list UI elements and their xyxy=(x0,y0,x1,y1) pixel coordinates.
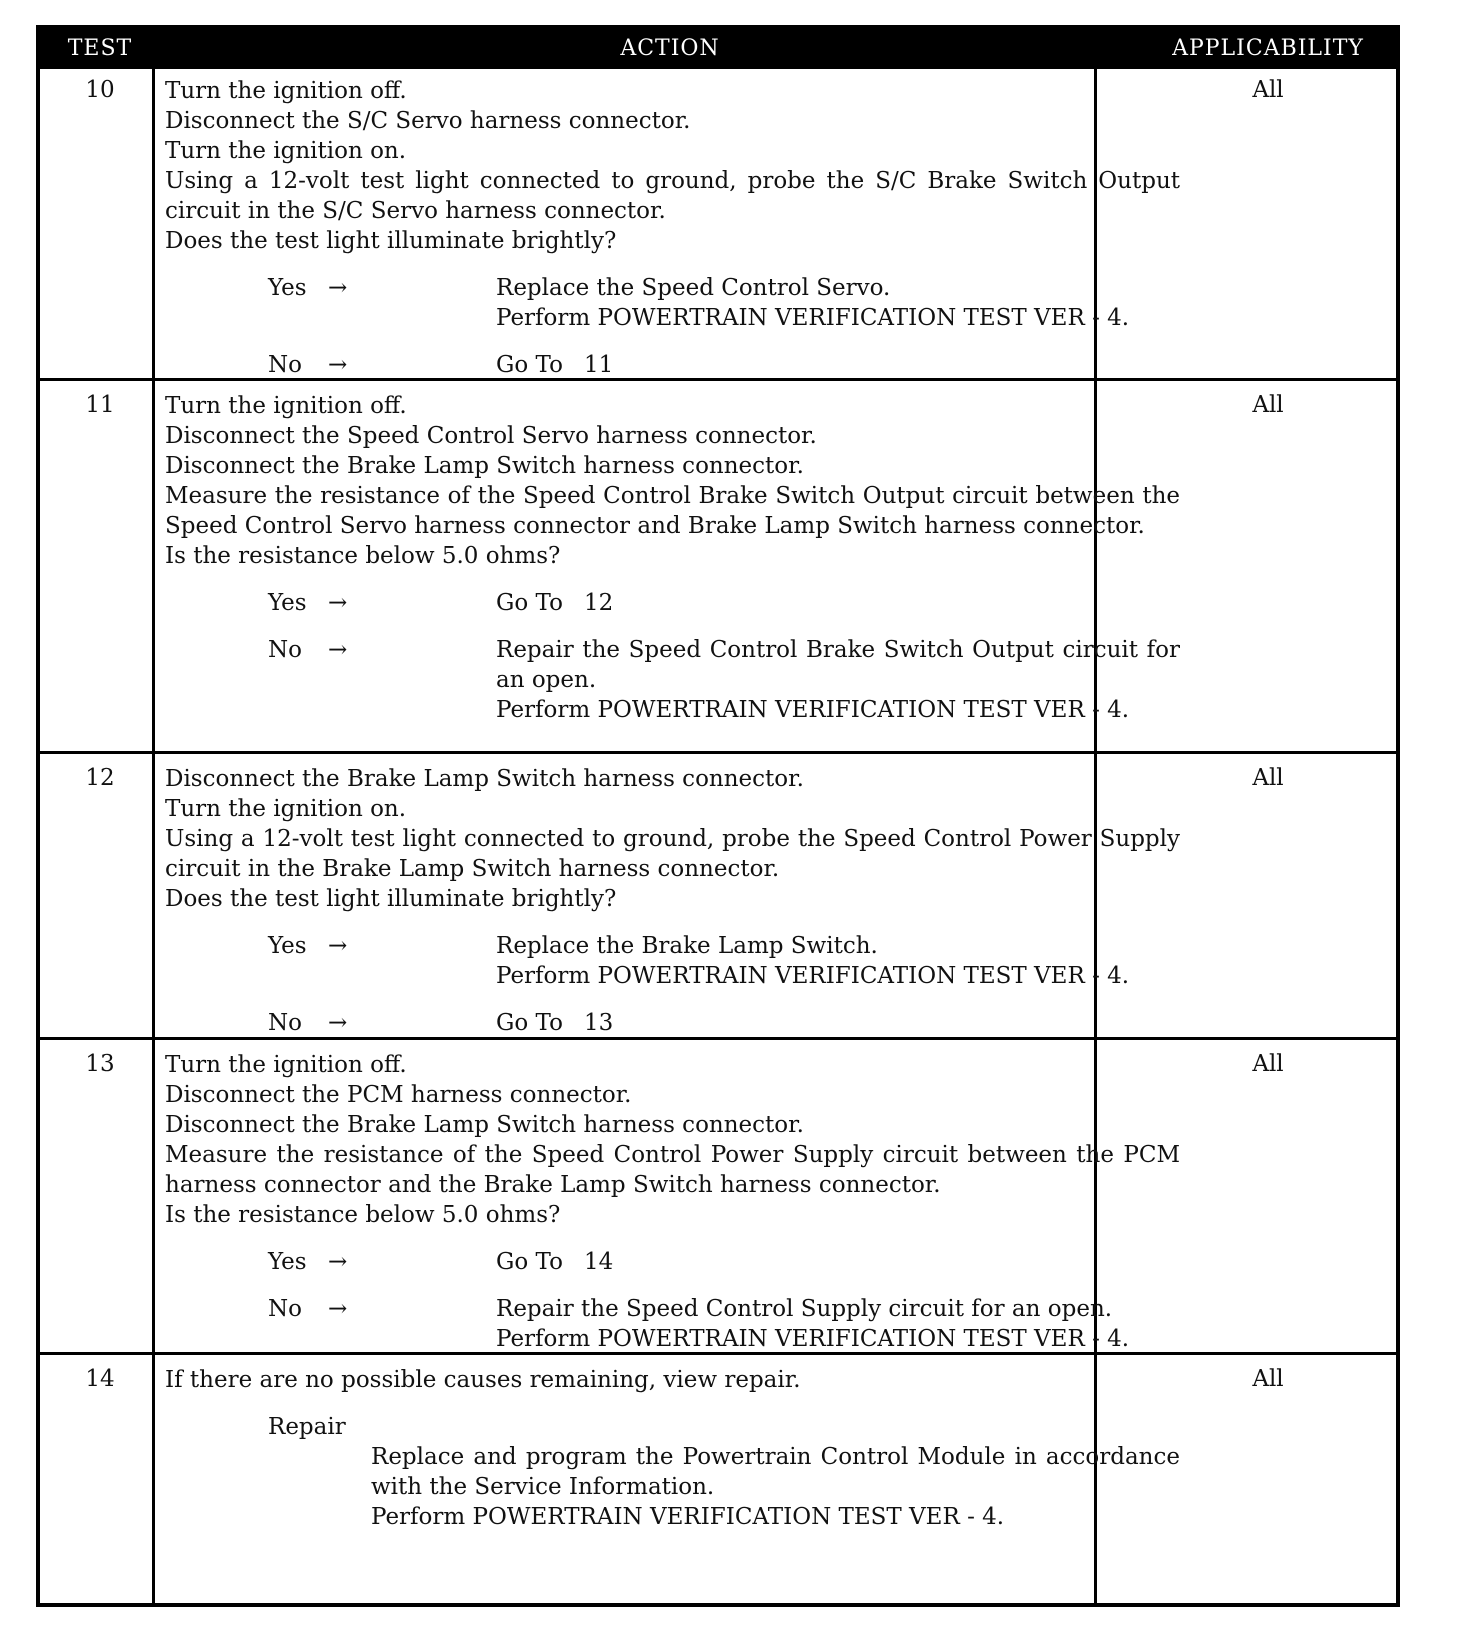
action-step: Is the resistance below 5.0 ohms? xyxy=(165,543,561,569)
repair-text: Replace and program the Powertrain Control Module in accordance with the Service Information. xyxy=(371,1444,1180,1500)
no-label: No xyxy=(268,1010,302,1036)
applicability-value: All xyxy=(1252,392,1284,418)
yes-result xyxy=(165,1247,1180,1277)
action-step: Disconnect the Brake Lamp Switch harness connector. xyxy=(165,766,804,792)
yes-label: Yes xyxy=(268,590,307,616)
row-divider xyxy=(40,751,1396,754)
action-cell xyxy=(165,1050,1180,1354)
action-step: Turn the ignition off. xyxy=(165,1052,407,1078)
action-step: Measure the resistance of the Speed Control Power Supply circuit between the PCM harness connector and the Brake Lamp Switch harness connector. xyxy=(165,1142,1180,1198)
repair-label: Repair xyxy=(268,1414,346,1440)
result-text: Perform POWERTRAIN VERIFICATION TEST VER - 4. xyxy=(496,305,1130,331)
header-test: TEST xyxy=(67,36,133,61)
action-step: Using a 12-volt test light connected to ground, probe the Speed Control Power Supply circuit in the Brake Lamp Switch harness connector. xyxy=(165,826,1180,882)
action-step: Disconnect the Brake Lamp Switch harness connector. xyxy=(165,453,804,479)
goto-label: Go To xyxy=(496,1249,563,1275)
test-number: 14 xyxy=(85,1366,115,1392)
yes-label: Yes xyxy=(268,275,307,301)
arrow-icon: → xyxy=(328,933,348,959)
diagnostic-test-table xyxy=(36,25,1400,1607)
action-cell xyxy=(165,391,1180,725)
result-text: Replace the Brake Lamp Switch. xyxy=(496,933,878,959)
applicability-value: All xyxy=(1252,765,1284,791)
test-number: 13 xyxy=(85,1051,115,1077)
action-cell xyxy=(165,764,1180,1038)
action-step: Turn the ignition off. xyxy=(165,393,407,419)
action-cell xyxy=(165,76,1180,380)
action-step: If there are no possible causes remaining, view repair. xyxy=(165,1367,801,1393)
arrow-icon: → xyxy=(328,1296,348,1322)
action-step: Is the resistance below 5.0 ohms? xyxy=(165,1202,561,1228)
result-text: Repair the Speed Control Supply circuit for an open. xyxy=(496,1296,1113,1322)
test-number: 12 xyxy=(85,765,115,791)
yes-result xyxy=(165,588,1180,618)
goto-target: 14 xyxy=(584,1249,614,1275)
action-step: Does the test light illuminate brightly? xyxy=(165,228,617,254)
goto-label: Go To xyxy=(496,590,563,616)
action-step: Turn the ignition on. xyxy=(165,138,407,164)
arrow-icon: → xyxy=(328,637,348,663)
table-header xyxy=(40,29,1396,69)
yes-label: Yes xyxy=(268,933,307,959)
action-step: Turn the ignition off. xyxy=(165,78,407,104)
action-cell xyxy=(165,1365,1180,1532)
arrow-icon: → xyxy=(328,1249,348,1275)
result-text: Replace the Speed Control Servo. xyxy=(496,275,891,301)
no-label: No xyxy=(268,352,302,378)
arrow-icon: → xyxy=(328,590,348,616)
no-result xyxy=(165,1008,1180,1038)
arrow-icon: → xyxy=(328,1010,348,1036)
applicability-value: All xyxy=(1252,1051,1284,1077)
result-text: Perform POWERTRAIN VERIFICATION TEST VER - 4. xyxy=(496,963,1130,989)
yes-label: Yes xyxy=(268,1249,307,1275)
goto-label: Go To xyxy=(496,352,563,378)
action-step: Measure the resistance of the Speed Control Brake Switch Output circuit between the Speed Control Servo harness connector and Brake Lamp Switch harness connector. xyxy=(165,483,1180,539)
arrow-icon: → xyxy=(328,352,348,378)
header-action: ACTION xyxy=(620,36,720,61)
goto-target: 11 xyxy=(584,352,614,378)
yes-result xyxy=(165,931,1180,991)
goto-target: 12 xyxy=(584,590,614,616)
action-step: Does the test light illuminate brightly? xyxy=(165,886,617,912)
action-step: Disconnect the S/C Servo harness connector. xyxy=(165,108,691,134)
goto-target: 13 xyxy=(584,1010,614,1036)
no-result xyxy=(165,635,1180,725)
no-label: No xyxy=(268,637,302,663)
no-result xyxy=(165,350,1180,380)
applicability-value: All xyxy=(1252,1366,1284,1392)
action-step: Disconnect the Speed Control Servo harness connector. xyxy=(165,423,817,449)
action-step: Disconnect the Brake Lamp Switch harness connector. xyxy=(165,1112,804,1138)
test-number: 10 xyxy=(85,77,115,103)
result-text: Perform POWERTRAIN VERIFICATION TEST VER - 4. xyxy=(496,1326,1130,1352)
repair-text: Perform POWERTRAIN VERIFICATION TEST VER - 4. xyxy=(371,1504,1005,1530)
action-step: Using a 12-volt test light connected to ground, probe the S/C Brake Switch Output circuit in the S/C Servo harness connector. xyxy=(165,168,1180,224)
result-text: Repair the Speed Control Brake Switch Output circuit for an open. xyxy=(496,637,1180,693)
result-text: Perform POWERTRAIN VERIFICATION TEST VER - 4. xyxy=(496,697,1130,723)
arrow-icon: → xyxy=(328,275,348,301)
no-label: No xyxy=(268,1296,302,1322)
applicability-value: All xyxy=(1252,77,1284,103)
goto-label: Go To xyxy=(496,1010,563,1036)
action-step: Turn the ignition on. xyxy=(165,796,407,822)
action-step: Disconnect the PCM harness connector. xyxy=(165,1082,632,1108)
header-applicability: APPLICABILITY xyxy=(1172,36,1364,61)
test-number: 11 xyxy=(85,392,115,418)
yes-result xyxy=(165,273,1180,333)
no-result xyxy=(165,1294,1180,1354)
